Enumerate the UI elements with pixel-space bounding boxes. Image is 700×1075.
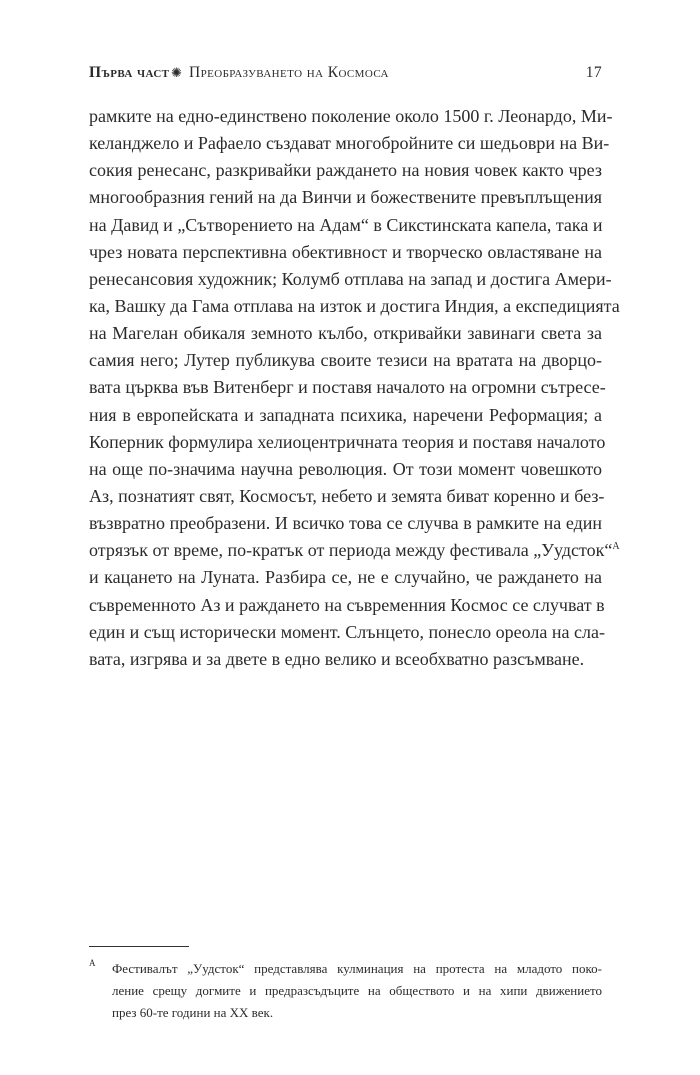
body-line: един и същ исторически момент. Слънцето, понесло ореола на сла- — [89, 621, 605, 642]
body-line: съвременното Аз и раждането на съвременния Космос се случват в — [89, 594, 605, 615]
chapter-title: Преобразуването на Космоса — [189, 64, 389, 81]
body-paragraph — [89, 103, 620, 673]
body-line: чрез новата перспективна обективност и творческо овластяване на — [89, 241, 602, 262]
body-line: сокия ренесанс, разкривайки раждането на новия човек както чрез — [89, 160, 602, 181]
body-line: на Магелан обикаля земното кълбо, откривайки завинаги света за — [89, 323, 602, 344]
body-line-text: отрязък от време, по-кратък от периода между фестивала „Уудсток“ — [89, 540, 613, 561]
footnote-line: през 60-те години на XX век. — [112, 1005, 274, 1020]
body-line: Аз, познатият свят, Космосът, небето и земята биват коренно и без- — [89, 485, 605, 506]
ornament-icon: ✺ — [171, 65, 183, 80]
footnote-line: ление срещу догмите и предразсъдъците на обществото и на хипи движението — [112, 983, 602, 998]
body-line: рамките на едно-единствено поколение около 1500 г. Леонардо, Ми- — [89, 106, 613, 126]
running-header — [89, 64, 602, 88]
body-line: възвратно преобразени. И всичко това се случва в рамките на един — [89, 513, 602, 534]
body-line: ния в европейската и западната психика, наречени Реформация; а — [89, 404, 602, 425]
part-title: Първа част — [89, 64, 170, 81]
body-line-with-footnote — [89, 537, 620, 564]
body-line: и кацането на Луната. Разбира се, не е случайно, че раждането на — [89, 567, 602, 588]
body-line: на още по-значима научна революция. От този момент човешкото — [89, 458, 602, 479]
body-line: ренесансовия художник; Колумб отплава на запад и достига Амери- — [89, 268, 612, 289]
footnote-divider — [89, 946, 189, 947]
body-line: самия него; Лутер публикува своите тезиси на вратата на дворцо- — [89, 350, 602, 371]
page-number: 17 — [585, 64, 602, 81]
footnote-line: Фестивалът „Уудсток“ представлява кулминация на протеста на младото поко- — [112, 961, 602, 976]
body-line: Коперник формулира хелиоцентричната теория и поставя началото — [89, 431, 606, 452]
body-line: многообразния гений на да Винчи и божествените превъплъщения — [89, 187, 602, 208]
body-line: келанджело и Рафаело създават многобройните си шедьоври на Ви- — [89, 133, 610, 154]
body-line: ка, Вашку да Гама отплава на изток и достига Индия, а експедицията — [89, 295, 620, 316]
footnote — [89, 958, 602, 1024]
body-line: вата, изгрява и за двете в едно велико и всеобхватно разсъмване. — [89, 648, 585, 669]
body-line: вата църква във Витенберг и поставя началото на огромни сътресе- — [89, 377, 606, 398]
footnote-marker: A — [89, 958, 96, 968]
footnote-reference[interactable]: A — [612, 541, 620, 553]
body-line: на Давид и „Сътворението на Адам“ в Сикстинската капела, така и — [89, 214, 603, 235]
